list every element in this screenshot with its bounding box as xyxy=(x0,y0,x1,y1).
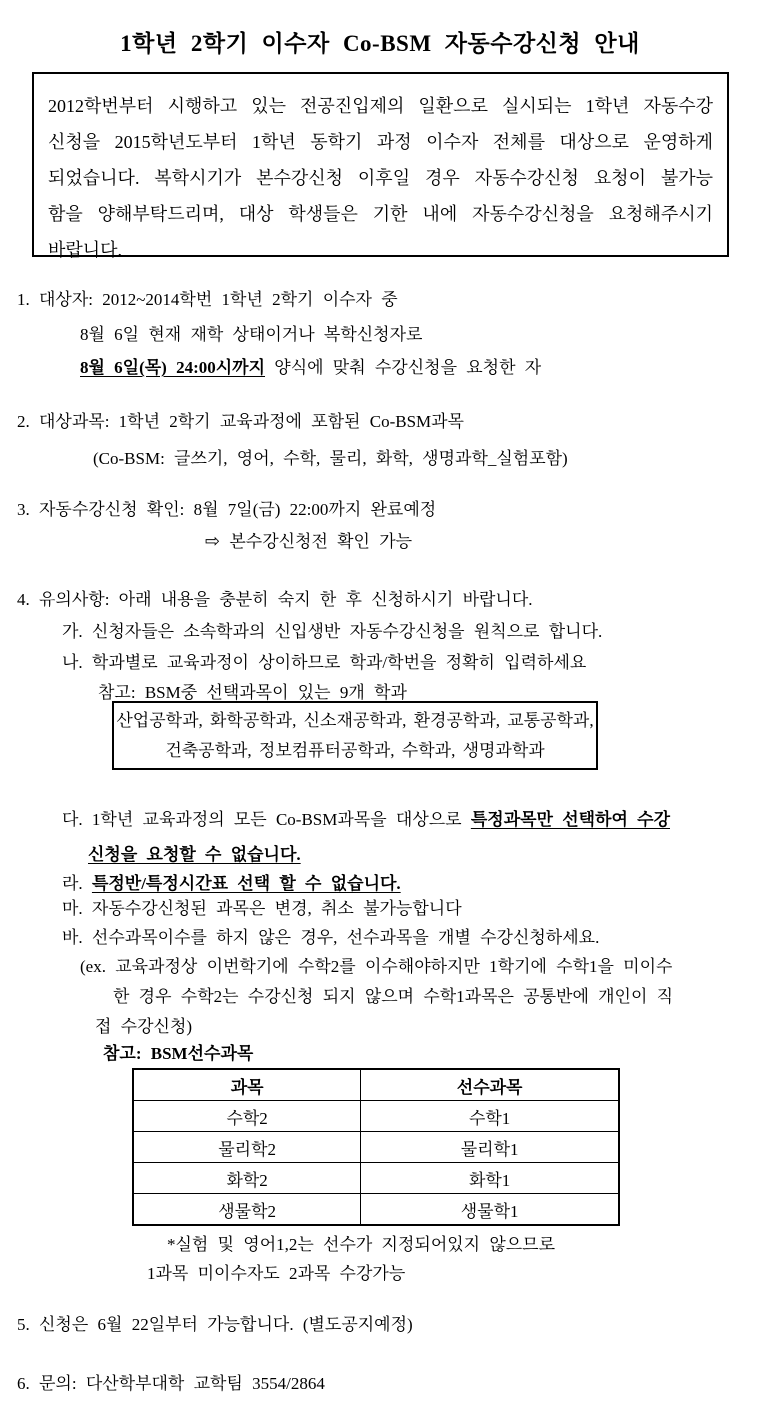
section4-example-line1: (ex. 교육과정상 이번학기에 수학2를 이수해야하지만 1학기에 수학1을 미이수 xyxy=(80,957,673,976)
table-cell-prerequisite: 수학1 xyxy=(361,1101,619,1132)
table-row xyxy=(133,1163,619,1194)
item-ra-emphasis: 특정반/특정시간표 선택 할 수 없습니다. xyxy=(91,874,401,893)
section4-item-da-line1 xyxy=(62,808,670,831)
table-cell-subject: 생물학2 xyxy=(133,1194,361,1226)
department-list-line2: 건축공학과, 정보컴퓨터공학과, 수학과, 생명과학과 xyxy=(165,741,545,760)
section3-heading: 3. 자동수강신청 확인: 8월 7일(금) 22:00까지 완료예정 xyxy=(17,500,437,519)
item-da-emphasis2: 신청을 요청할 수 없습니다. xyxy=(88,845,301,864)
table-row xyxy=(133,1101,619,1132)
section1-line2: 8월 6일 현재 재학 상태이거나 복학신청자로 xyxy=(80,325,423,344)
prereq-table-wrap xyxy=(132,1068,620,1226)
section4-item-ra xyxy=(62,872,401,895)
table-cell-subject: 화학2 xyxy=(133,1163,361,1194)
section4-item-na: 나. 학과별로 교육과정이 상이하므로 학과/학번을 정확히 입력하세요 xyxy=(62,653,587,672)
section3-line2-text: 본수강신청전 확인 가능 xyxy=(229,532,413,551)
section4-item-ma: 마. 자동수강신청된 과목은 변경, 취소 불가능합니다 xyxy=(62,899,462,918)
table-cell-subject: 수학2 xyxy=(133,1101,361,1132)
page-title: 1학년 2학기 이수자 Co-BSM 자동수강신청 안내 xyxy=(120,31,640,56)
section4-note-prereq: 참고: BSM선수과목 xyxy=(103,1044,254,1063)
prereq-table xyxy=(132,1068,620,1226)
table-row xyxy=(133,1132,619,1163)
intro-box xyxy=(32,72,729,260)
section4-note-9dept: 참고: BSM중 선택과목이 있는 9개 학과 xyxy=(98,683,407,702)
prereq-table-header-row xyxy=(133,1069,619,1101)
section2-heading: 2. 대상과목: 1학년 2학기 교육과정에 포함된 Co-BSM과목 xyxy=(17,412,464,431)
item-da-prefix: 다. 1학년 교육과정의 모든 Co-BSM과목을 대상으로 xyxy=(62,810,471,829)
item-ra-prefix: 라. xyxy=(62,874,92,893)
table-cell-prerequisite: 물리학1 xyxy=(361,1132,619,1163)
prereq-table-header-prerequisite: 선수과목 xyxy=(361,1069,619,1101)
section4-item-da-line2 xyxy=(88,843,301,866)
section1-heading: 1. 대상자: 2012~2014학번 1학년 2학기 이수자 중 xyxy=(17,290,398,309)
section4-heading: 4. 유의사항: 아래 내용을 충분히 숙지 한 후 신청하시기 바랍니다. xyxy=(17,590,533,609)
section3-line2 xyxy=(205,530,412,553)
section5-heading: 5. 신청은 6월 22일부터 가능합니다. (별도공지예정) xyxy=(17,1315,413,1334)
table-cell-prerequisite: 화학1 xyxy=(361,1163,619,1194)
table-cell-prerequisite: 생물학1 xyxy=(361,1194,619,1226)
section4-item-ga: 가. 신청자들은 소속학과의 신입생반 자동수강신청을 원칙으로 합니다. xyxy=(62,622,603,641)
item-da-emphasis1: 특정과목만 선택하여 수강 xyxy=(470,810,670,829)
department-list-box xyxy=(112,701,598,770)
table-cell-subject: 물리학2 xyxy=(133,1132,361,1163)
section4-example-line3: 접 수강신청) xyxy=(95,1017,193,1036)
table-footnote-line1: *실험 및 영어1,2는 선수가 지정되어있지 않으므로 xyxy=(167,1235,556,1254)
section1-line3 xyxy=(80,356,541,379)
department-list-line1: 산업공학과, 화학공학과, 신소재공학과, 환경공학과, 교통공학과, xyxy=(116,711,594,730)
table-row xyxy=(133,1194,619,1226)
intro-text: 2012학번부터 시행하고 있는 전공진입제의 일환으로 실시되는 1학년 자동수강신청을 2015학년도부터 1학년 동학기 과정 이수자 전체를 대상으로 운영하게 되었습니다. 복학시기가 본수강신청 이후일 경우 자동수강신청 요청이 불가능함을 양해부탁드리며, 대상 학생들은 기한 내에 자동수강신청을 요청해주시기 바랍니다. xyxy=(48,96,713,260)
section2-line2: (Co-BSM: 글쓰기, 영어, 수학, 물리, 화학, 생명과학_실험포함) xyxy=(93,449,568,468)
deadline-emphasis: 8월 6일(목) 24:00시까지 xyxy=(80,358,266,377)
section4-example-line2: 한 경우 수학2는 수강신청 되지 않으며 수학1과목은 공통반에 개인이 직 xyxy=(113,987,674,1006)
deadline-rest: 양식에 맞춰 수강신청을 요청한 자 xyxy=(265,358,542,377)
table-footnote-line2: 1과목 미이수자도 2과목 수강가능 xyxy=(147,1264,406,1283)
prereq-table-header-subject: 과목 xyxy=(133,1069,361,1101)
section6-heading: 6. 문의: 다산학부대학 교학팀 3554/2864 xyxy=(17,1374,325,1393)
right-arrow-icon: ⇨ xyxy=(205,531,221,552)
section4-item-ba: 바. 선수과목이수를 하지 않은 경우, 선수과목을 개별 수강신청하세요. xyxy=(62,928,600,947)
